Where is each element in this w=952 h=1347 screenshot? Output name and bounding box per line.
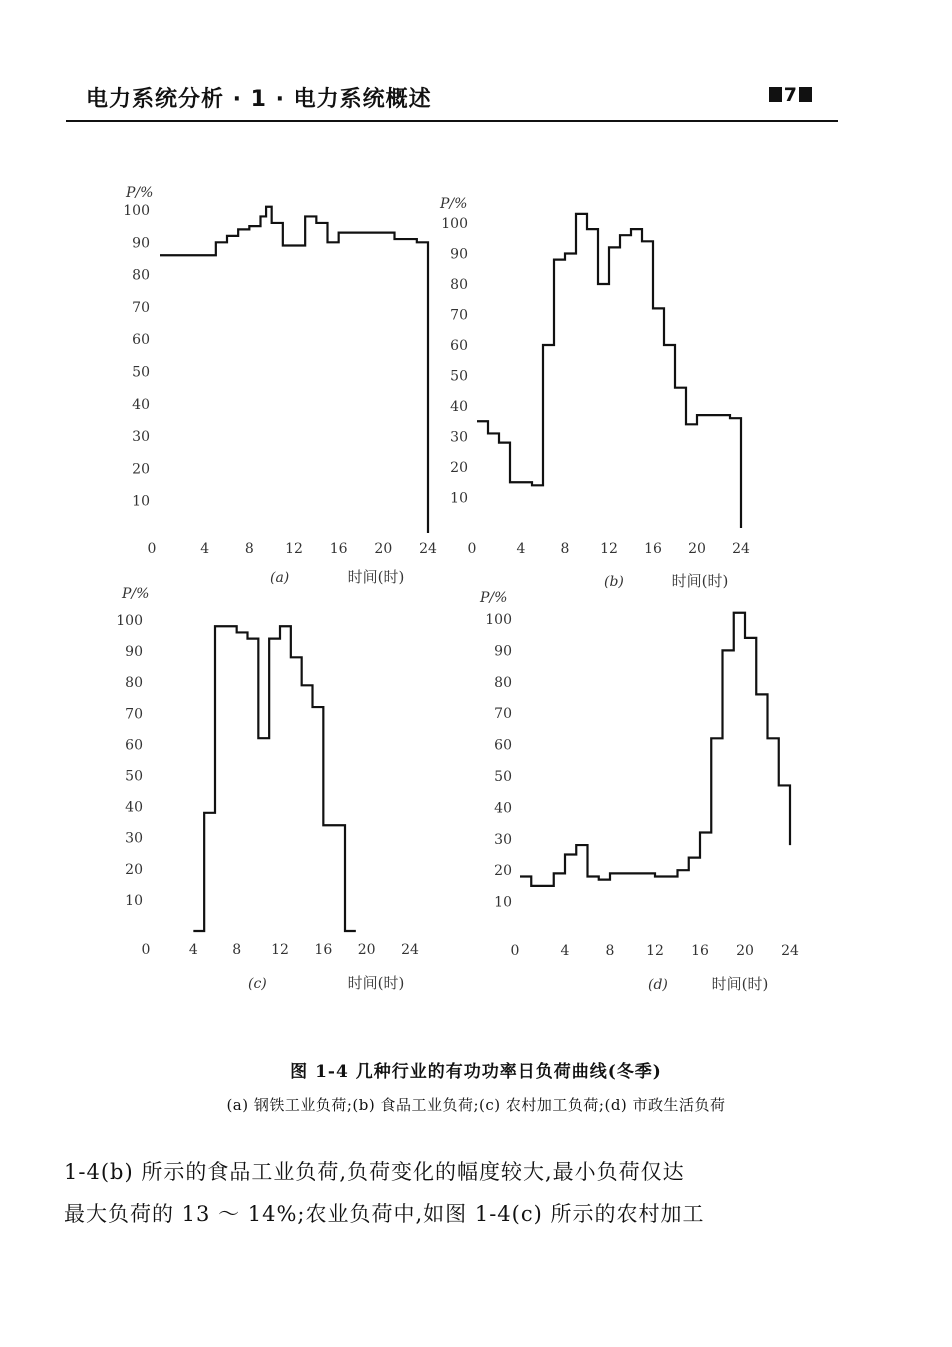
y-tick-label: 100 (116, 613, 143, 629)
y-tick-label: 80 (494, 674, 512, 691)
x-tick-label: 12 (600, 541, 618, 557)
x-axis-label: 时间(时) (711, 975, 769, 993)
y-tick-label: 60 (494, 737, 512, 754)
x-tick-label: 24 (419, 541, 437, 557)
y-tick-label: 40 (125, 799, 143, 816)
y-tick-label: 50 (494, 769, 512, 785)
x-tick-label: 20 (688, 541, 706, 557)
y-tick-label: 80 (125, 675, 143, 692)
x-tick-label: 4 (200, 541, 210, 557)
x-tick-label: 4 (516, 541, 526, 557)
panel-letter: (b) (604, 574, 624, 590)
x-tick-label: 0 (467, 541, 477, 557)
x-tick-label: 16 (314, 942, 333, 958)
y-tick-label: 70 (450, 307, 468, 324)
y-tick-label: 100 (441, 216, 468, 232)
y-tick-label: 20 (125, 861, 143, 878)
y-tick-label: 50 (132, 364, 150, 381)
y-tick-label: 90 (494, 643, 512, 660)
y-tick-label: 70 (125, 706, 143, 723)
x-tick-label: 4 (560, 943, 570, 959)
y-tick-label: 30 (125, 830, 143, 847)
y-axis-label: P/% (122, 586, 150, 602)
chart-panel-2 (439, 196, 750, 590)
y-tick-label: 60 (132, 332, 150, 349)
y-tick-label: 50 (125, 768, 143, 785)
y-tick-label: 100 (485, 612, 512, 628)
y-tick-label: 90 (132, 235, 150, 252)
y-tick-label: 20 (132, 461, 150, 478)
load-curve (477, 214, 741, 528)
chart-panel-1 (123, 185, 437, 586)
y-tick-label: 40 (132, 396, 150, 413)
y-tick-label: 100 (123, 203, 150, 219)
y-tick-label: 50 (450, 368, 468, 385)
x-tick-label: 16 (329, 541, 348, 557)
x-tick-label: 24 (732, 541, 750, 557)
x-tick-label: 20 (736, 943, 754, 959)
y-tick-label: 30 (450, 429, 468, 446)
y-tick-label: 10 (132, 493, 150, 510)
panel-letter: (a) (270, 570, 290, 586)
y-tick-label: 90 (450, 246, 468, 263)
x-tick-label: 20 (357, 942, 376, 958)
y-axis-label: P/% (440, 196, 468, 212)
y-tick-label: 80 (450, 277, 468, 293)
running-title: 电力系统分析 · 1 · 电力系统概述 (86, 87, 432, 112)
x-tick-label: 8 (560, 541, 570, 557)
x-tick-label: 16 (691, 943, 709, 959)
y-tick-label: 40 (450, 399, 468, 415)
figure-subcaption: (a) 钢铁工业负荷;(b) 食品工业负荷;(c) 农村加工负荷;(d) 市政生活负荷 (226, 1096, 726, 1114)
y-tick-label: 10 (125, 892, 143, 909)
x-axis-label: 时间(时) (347, 974, 405, 992)
x-tick-label: 24 (401, 942, 419, 958)
x-tick-label: 12 (646, 943, 664, 959)
y-tick-label: 10 (450, 490, 468, 507)
x-tick-label: 0 (141, 942, 151, 958)
x-tick-label: 8 (605, 943, 615, 959)
x-tick-label: 8 (244, 541, 254, 557)
y-axis-label: P/% (126, 185, 154, 201)
y-tick-label: 30 (132, 429, 150, 446)
y-tick-label: 10 (494, 894, 512, 911)
y-tick-label: 60 (125, 737, 143, 754)
load-curve (520, 613, 790, 886)
y-tick-label: 20 (450, 460, 468, 476)
x-tick-label: 24 (781, 943, 799, 959)
x-axis-label: 时间(时) (347, 568, 405, 586)
page-number: 7 (769, 84, 812, 106)
chart-panel-4 (479, 590, 799, 993)
x-tick-label: 20 (374, 541, 393, 557)
y-tick-label: 30 (494, 831, 512, 848)
panel-letter: (c) (248, 976, 267, 992)
y-tick-label: 20 (494, 863, 512, 880)
x-tick-label: 0 (147, 541, 157, 557)
y-tick-label: 80 (132, 267, 150, 284)
x-tick-label: 8 (232, 942, 242, 958)
y-axis-label: P/% (480, 590, 508, 606)
y-tick-label: 60 (450, 338, 468, 354)
y-tick-label: 70 (494, 706, 512, 723)
figure-caption: 图 1-4 几种行业的有功功率日负荷曲线(冬季) (290, 1062, 662, 1082)
x-tick-label: 4 (188, 942, 198, 958)
y-tick-label: 70 (132, 299, 150, 316)
y-tick-label: 40 (494, 800, 512, 817)
load-curve (160, 207, 428, 533)
panel-letter: (d) (648, 977, 668, 993)
x-tick-label: 0 (510, 943, 520, 959)
x-tick-label: 16 (644, 541, 662, 557)
body-text-line-2: 最大负荷的 13 ～ 14%;农业负荷中,如图 1-4(c) 所示的农村加工 (64, 1202, 705, 1226)
x-axis-label: 时间(时) (671, 572, 729, 590)
y-tick-label: 90 (125, 644, 143, 661)
x-tick-label: 12 (271, 942, 289, 958)
chart-panel-3 (116, 586, 419, 992)
load-curve (193, 626, 356, 931)
x-tick-label: 12 (285, 541, 303, 557)
body-text-line-1: 1-4(b) 所示的食品工业负荷,负荷变化的幅度较大,最小负荷仅达 (64, 1160, 685, 1184)
